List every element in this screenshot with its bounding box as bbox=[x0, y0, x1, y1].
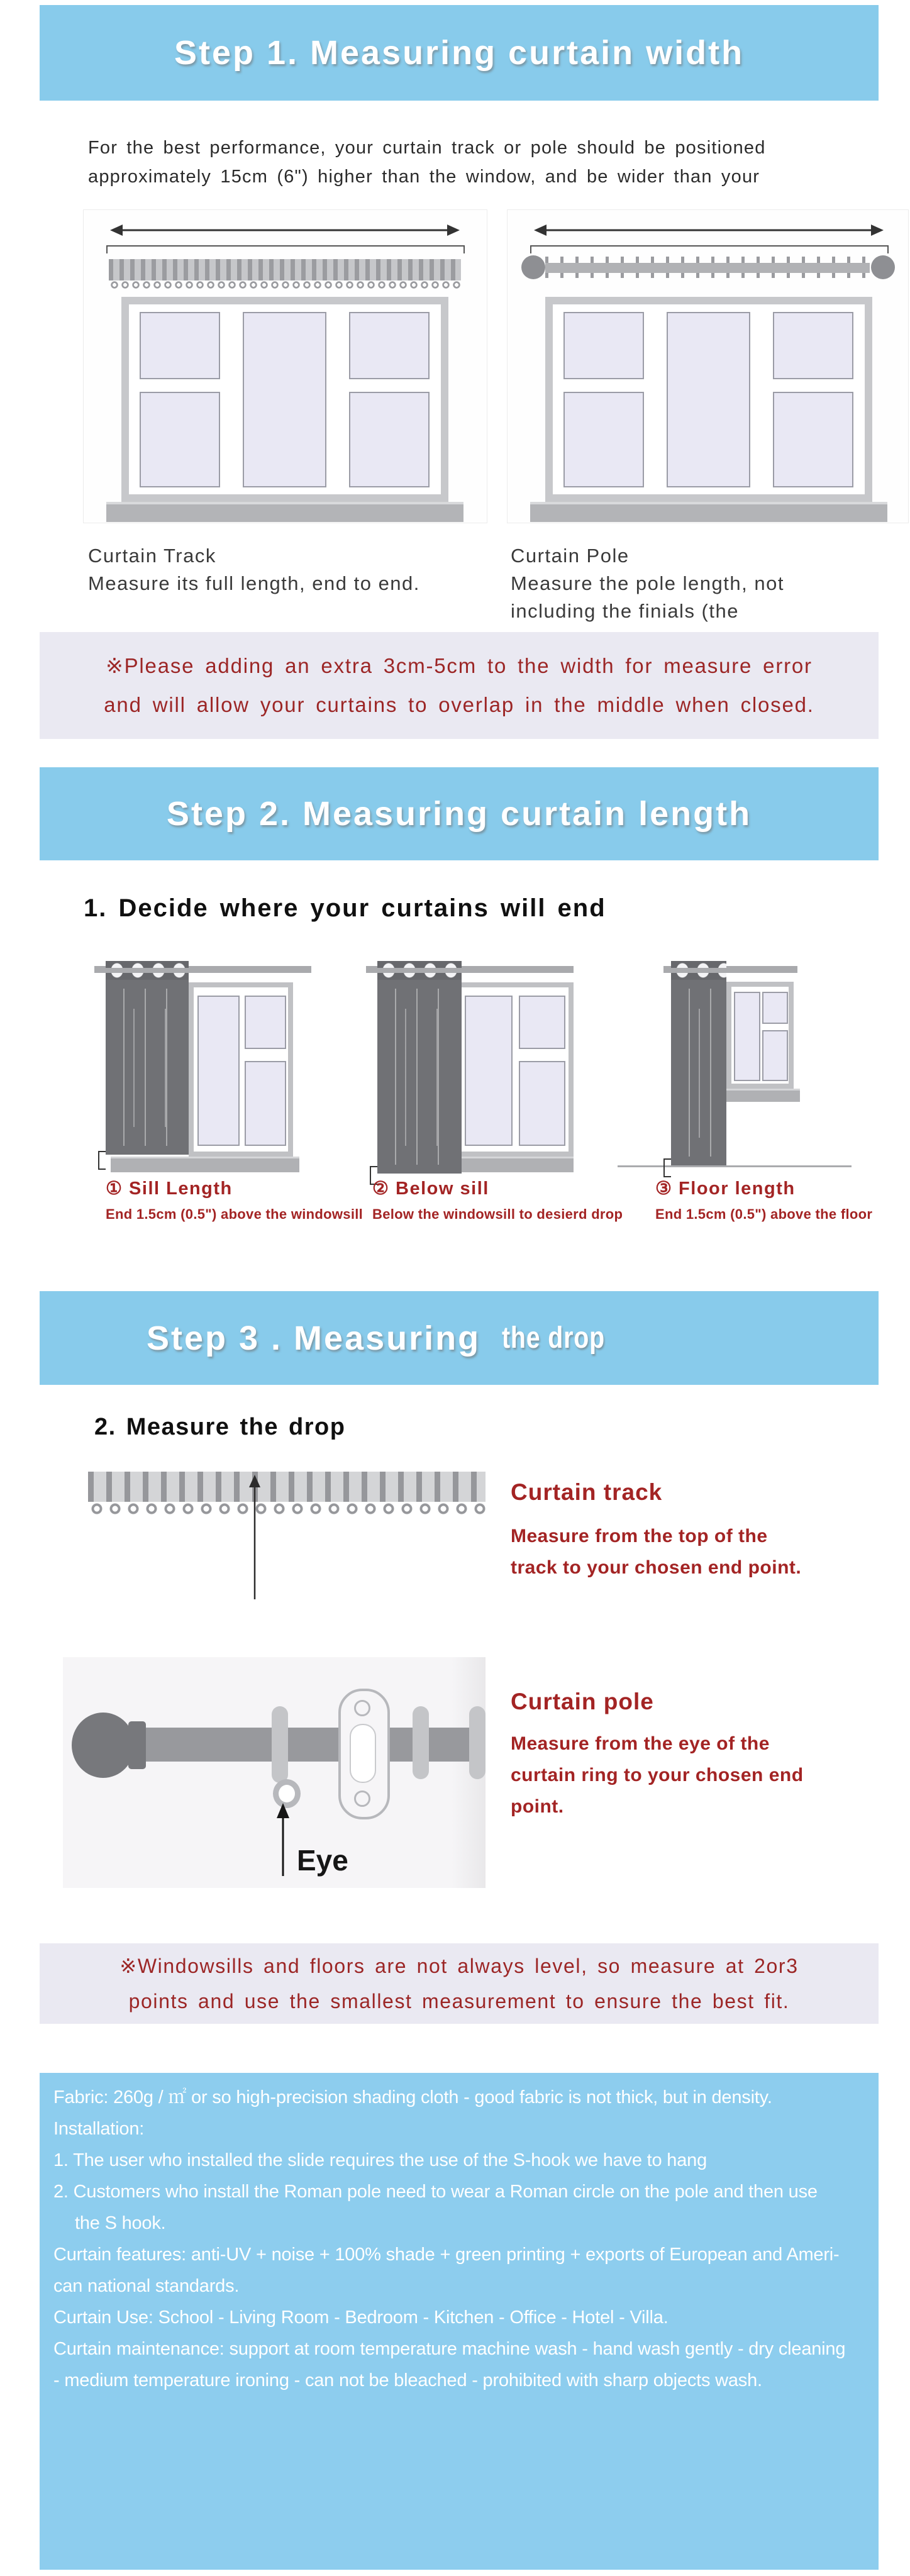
option-desc: End 1.5cm (0.5") above the windowsill bbox=[106, 1206, 363, 1222]
window-pane bbox=[667, 312, 750, 487]
window-illustration bbox=[545, 297, 872, 502]
window-pane bbox=[773, 312, 853, 379]
curtain-pole-caption bbox=[511, 542, 784, 625]
option-below-sill bbox=[357, 958, 623, 1229]
grommet-band bbox=[671, 961, 726, 980]
pole-line-2: curtain ring to your chosen end bbox=[511, 1765, 804, 1785]
window-pane bbox=[245, 1061, 286, 1146]
step1-title: Step 1. Measuring curtain width bbox=[174, 34, 745, 72]
window-pane bbox=[762, 992, 788, 1024]
option-desc: End 1.5cm (0.5") above the floor bbox=[655, 1206, 873, 1222]
window-inner-frame bbox=[460, 987, 569, 1152]
footer-line: Curtain Use: School - Living Room - Bedroom - Kitchen - Office - Hotel - Villa. bbox=[53, 2307, 669, 2328]
footer-line: 1. The user who installed the slide requires the use of the S-hook we have to hang bbox=[53, 2150, 707, 2170]
footer-line: can national standards. bbox=[53, 2276, 240, 2296]
curtain-pole-bar bbox=[545, 263, 870, 273]
option-floor-length bbox=[654, 958, 893, 1229]
option-label: ③ Floor length bbox=[655, 1179, 796, 1199]
curtain-track-figure bbox=[83, 209, 487, 523]
window-pane bbox=[773, 392, 853, 487]
caption-line: Measure its full length, end to end. bbox=[88, 572, 420, 594]
bracket-screw bbox=[354, 1790, 370, 1807]
eye-label: Eye bbox=[297, 1844, 348, 1877]
window-inner-frame bbox=[194, 987, 288, 1152]
window-inner-frame bbox=[731, 987, 789, 1084]
small-window bbox=[455, 982, 574, 1157]
windowsill bbox=[530, 502, 887, 522]
curtain-folds bbox=[390, 1009, 457, 1146]
note-line-2: points and use the smallest measurement to ensure the best fit. bbox=[128, 1990, 790, 2012]
track-heading: Curtain track bbox=[511, 1479, 663, 1505]
step3-title: Step 3 . Measuring bbox=[147, 1319, 481, 1357]
step2-header bbox=[40, 767, 879, 860]
window-pane bbox=[349, 312, 430, 379]
window-pane bbox=[563, 392, 644, 487]
width-arrow-icon bbox=[533, 220, 885, 240]
caption-line: Measure the pole length, not bbox=[511, 572, 784, 594]
step3-subtitle: 2. Measure the drop bbox=[94, 1414, 346, 1440]
pole-instructions bbox=[511, 1728, 804, 1823]
window-pane bbox=[349, 392, 430, 487]
footer-line: 2. Customers who install the Roman pole need to wear a Roman circle on the pole and then use bbox=[53, 2182, 818, 2202]
curtain bbox=[671, 961, 726, 1165]
window-pane bbox=[243, 312, 326, 487]
measure-bracket-icon bbox=[98, 1151, 106, 1170]
pole-line-1: Measure from the eye of the bbox=[511, 1733, 770, 1754]
pole-bar bbox=[142, 1728, 486, 1762]
curtain-ring bbox=[413, 1706, 429, 1779]
window-pane bbox=[734, 992, 760, 1082]
window-pane bbox=[140, 392, 220, 487]
curtain-track-illustration bbox=[88, 1472, 486, 1519]
step1-intro bbox=[88, 133, 766, 191]
width-note bbox=[40, 632, 879, 739]
intro-line-1: For the best performance, your curtain track or pole should be positioned bbox=[88, 138, 766, 158]
step1-header bbox=[40, 5, 879, 101]
caption-title: Curtain Pole bbox=[511, 545, 630, 567]
window-illustration bbox=[121, 297, 448, 502]
step3-title-tail: the drop bbox=[502, 1321, 606, 1355]
curtain-track-tape bbox=[88, 1472, 486, 1502]
footer-line: Installation: bbox=[53, 2119, 145, 2139]
option-desc: Below the windowsill to desierd drop bbox=[372, 1206, 623, 1222]
step2-title: Step 2. Measuring curtain length bbox=[166, 795, 752, 833]
track-line-2: track to your chosen end point. bbox=[511, 1557, 802, 1578]
window-pane bbox=[245, 996, 286, 1049]
measure-bracket-icon bbox=[106, 245, 465, 253]
up-arrow-icon bbox=[270, 1803, 296, 1877]
small-window bbox=[189, 982, 293, 1157]
bracket-slot bbox=[350, 1724, 376, 1783]
small-window bbox=[726, 982, 794, 1089]
windowsill bbox=[111, 1157, 299, 1172]
curtain-ring bbox=[469, 1706, 486, 1779]
window-pane bbox=[197, 996, 240, 1146]
window-inner-frame bbox=[553, 304, 865, 494]
curtain-pole-figure bbox=[507, 209, 909, 523]
track-line-1: Measure from the top of the bbox=[511, 1526, 768, 1546]
footer-line: - medium temperature ironing - can not be bleached - prohibited with sharp objects wash. bbox=[53, 2370, 762, 2390]
finial-ball bbox=[72, 1713, 135, 1778]
pole-heading: Curtain pole bbox=[511, 1689, 654, 1714]
product-details-footer bbox=[40, 2073, 879, 2570]
curtain bbox=[377, 961, 462, 1174]
floor-line bbox=[618, 1165, 852, 1167]
windowsill bbox=[724, 1089, 800, 1102]
step2-subtitle: 1. Decide where your curtains will end bbox=[84, 894, 606, 922]
footer-line: the S hook. bbox=[75, 2213, 166, 2233]
window-pane bbox=[519, 1061, 566, 1146]
curtain-pole-illustration bbox=[63, 1657, 486, 1888]
curtain-ring bbox=[272, 1706, 288, 1783]
window-pane bbox=[563, 312, 644, 379]
curtain bbox=[106, 961, 189, 1155]
note-line-1: ※Please adding an extra 3cm-5cm to the width for measure error bbox=[106, 654, 813, 677]
note-line-1: ※Windowsills and floors are not always level, so measure at 2or3 bbox=[119, 1955, 799, 1977]
curtain-folds bbox=[118, 1009, 184, 1127]
curtain-track-caption bbox=[88, 542, 420, 597]
pole-line-3: point. bbox=[511, 1796, 564, 1817]
intro-line-2: approximately 15cm (6") higher than the window, and be wider than your bbox=[88, 167, 760, 187]
finial-collar bbox=[128, 1721, 146, 1769]
finial-left bbox=[521, 255, 545, 279]
drop-note bbox=[40, 1943, 879, 2024]
footer-line: Curtain maintenance: support at room temperature machine wash - hand wash gently - dry cleaning bbox=[53, 2339, 846, 2359]
finial-right bbox=[871, 255, 895, 279]
option-sill-length bbox=[88, 958, 363, 1229]
windowsill bbox=[106, 502, 463, 522]
option-label: ② Below sill bbox=[372, 1179, 489, 1199]
caption-line: including the finials (the bbox=[511, 600, 739, 622]
caption-title: Curtain Track bbox=[88, 545, 216, 567]
measure-bracket-icon bbox=[530, 245, 889, 253]
bracket-screw bbox=[354, 1700, 370, 1716]
option-label: ① Sill Length bbox=[106, 1179, 233, 1199]
grommet-band bbox=[377, 961, 462, 980]
measure-bracket-icon bbox=[663, 1158, 671, 1177]
window-pane bbox=[465, 996, 513, 1146]
step3-header bbox=[40, 1291, 879, 1385]
track-hooks bbox=[109, 280, 461, 291]
width-arrow-icon bbox=[109, 220, 461, 240]
window-inner-frame bbox=[129, 304, 441, 494]
up-arrow-icon bbox=[242, 1474, 267, 1601]
curtain-track-tape bbox=[109, 259, 461, 280]
track-instructions bbox=[511, 1521, 801, 1584]
footer-line: Fabric: 260g / ㎡ or so high-precision shading cloth - good fabric is not thick, but in density. bbox=[53, 2087, 772, 2107]
note-line-2: and will allow your curtains to overlap in the middle when closed. bbox=[104, 693, 814, 716]
grommet-band bbox=[106, 961, 189, 980]
window-pane bbox=[519, 996, 566, 1049]
track-hooks bbox=[88, 1502, 486, 1518]
window-pane bbox=[140, 312, 220, 379]
footer-line: Curtain features: anti-UV + noise + 100% shade + green printing + exports of European and Ameri- bbox=[53, 2245, 840, 2265]
window-pane bbox=[762, 1030, 788, 1081]
curtain-folds bbox=[684, 1009, 721, 1138]
